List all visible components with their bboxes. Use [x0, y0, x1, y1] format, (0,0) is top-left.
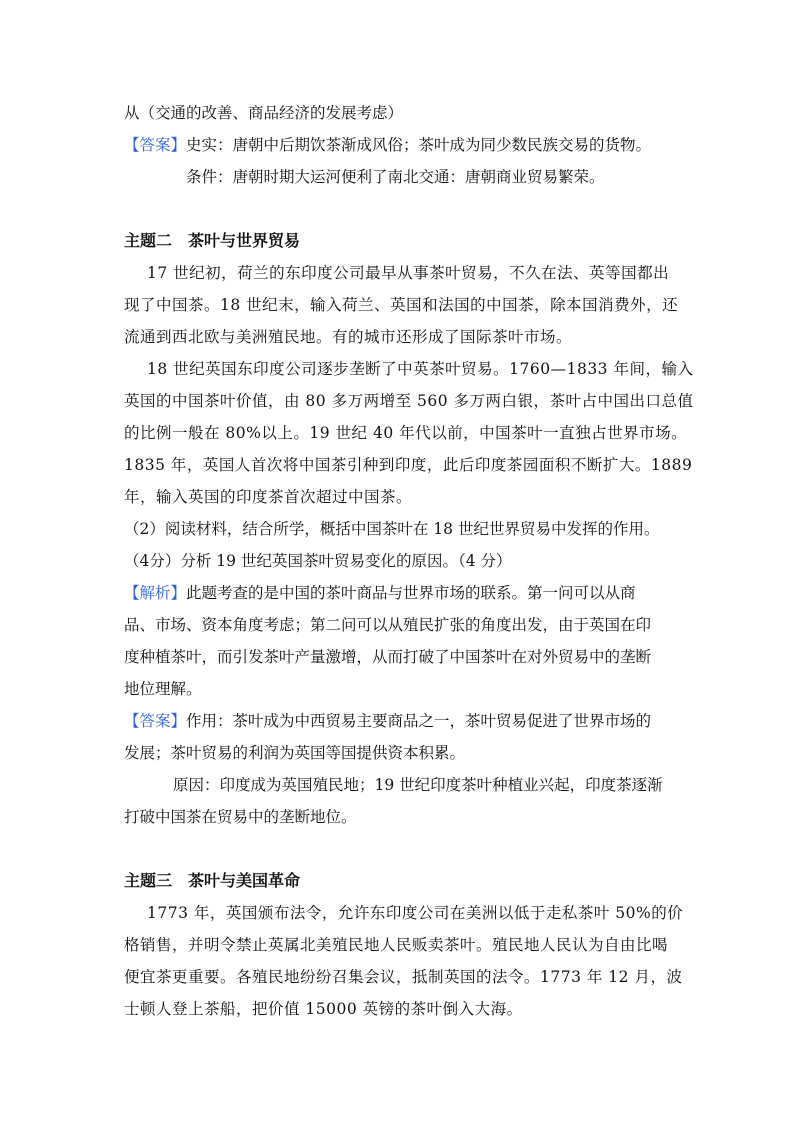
theme2-material2-line: 1835 年，英国人首次将中国茶引种到印度，此后印度茶园面积不断扩大。1889	[124, 456, 693, 474]
theme2-question: （2）阅读材料，结合所学，概括中国茶叶在 18 世纪世界贸易中发挥的作用。	[124, 520, 660, 538]
analysis-line: 地位理解。	[124, 680, 202, 698]
answer-paragraph-2	[124, 710, 651, 732]
analysis-line: 品、市场、资本角度考虑；第二问可以从殖民扩张的角度出发，由于英国在印	[124, 616, 652, 634]
analysis-paragraph	[124, 582, 636, 604]
prev-question-tail: 从（交通的改善、商品经济的发展考虑）	[124, 104, 404, 122]
theme3-material-line: 格销售，并明令禁止英属北美殖民地人民贩卖茶叶。殖民地人民认为自由比喝	[124, 936, 669, 954]
answer-paragraph-1	[124, 134, 651, 156]
theme2-material2-line: 的比例一般在 80%以上。19 世纪 40 年代以前，中国茶叶一直独占世界市场。	[124, 424, 688, 442]
answer-line: 发展；茶叶贸易的利润为英国等国提供资本积累。	[124, 744, 466, 762]
theme2-material1-line: 现了中国茶。18 世纪末，输入荷兰、英国和法国的中国茶，除本国消费外，还	[124, 296, 679, 314]
theme3-material-line: 1773 年，英国颁布法令，允许东印度公司在美洲以低于走私茶叶 50%的价	[147, 904, 684, 922]
answer-line: 打破中国茶在贸易中的垄断地位。	[124, 808, 357, 826]
theme3-material-line: 士顿人登上茶船，把价值 15000 英镑的茶叶倒入大海。	[124, 1000, 523, 1018]
analysis-line: 度种植茶叶，而引发茶叶产量激增，从而打破了中国茶叶在对外贸易中的垄断	[124, 648, 652, 666]
theme2-material2-line: 年，输入英国的印度茶首次超过中国茶。	[124, 488, 413, 506]
analysis-text: 此题考查的是中国的茶叶商品与世界市场的联系。第一问可以从商	[186, 584, 636, 602]
theme2-material2-line: 英国的中国茶叶价值，由 80 多万两增至 560 多万两白银，茶叶占中国出口总值	[124, 392, 694, 410]
answer-text: 史实：唐朝中后期饮茶渐成风俗；茶叶成为同少数民族交易的货物。	[186, 136, 652, 154]
analysis-tag: 【解析】	[124, 584, 187, 602]
answer-tag: 【答案】	[124, 712, 187, 730]
theme3-heading: 主题三 茶叶与美国革命	[124, 871, 301, 890]
theme2-heading: 主题二 茶叶与世界贸易	[124, 231, 301, 250]
theme3-material-line: 便宜茶更重要。各殖民地纷纷召集会议，抵制英国的法令。1773 年 12 月，波	[124, 968, 683, 986]
answer-line: 原因：印度成为英国殖民地；19 世纪印度茶叶种植业兴起，印度茶逐渐	[173, 776, 663, 794]
theme2-material2-line: 18 世纪英国东印度公司逐步垄断了中英茶叶贸易。1760—1833 年间，输入	[147, 360, 694, 378]
theme2-material1-line: 流通到西北欧与美洲殖民地。有的城市还形成了国际茶叶市场。	[124, 328, 573, 346]
theme2-material1-line: 17 世纪初，荷兰的东印度公司最早从事茶叶贸易，不久在法、英等国都出	[147, 264, 670, 282]
answer-text: 作用：茶叶成为中西贸易主要商品之一，茶叶贸易促进了世界市场的	[186, 712, 652, 730]
answer-condition: 条件：唐朝时期大运河便利了南北交通：唐朝商业贸易繁荣。	[186, 168, 605, 186]
theme2-question: （4分）分析 19 世纪英国茶叶贸易变化的原因。（4 分）	[124, 552, 512, 570]
answer-tag: 【答案】	[124, 136, 187, 154]
